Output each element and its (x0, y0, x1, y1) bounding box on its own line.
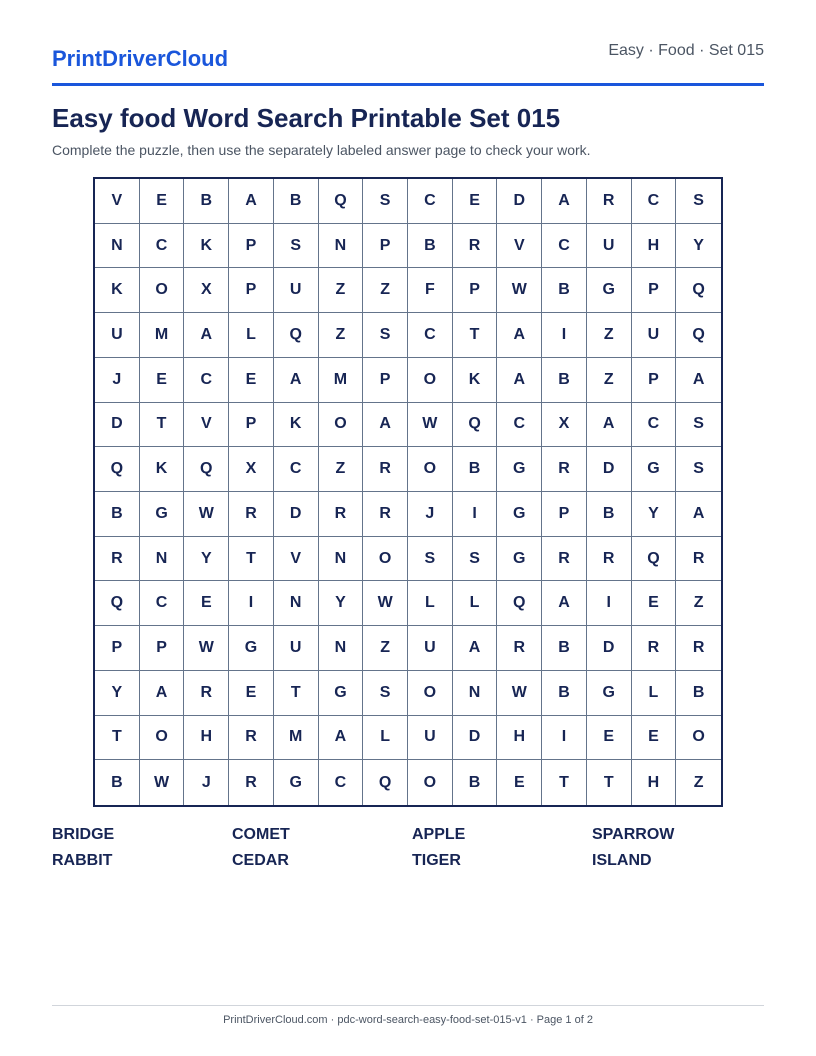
grid-cell: D (497, 179, 542, 224)
word-list-item: APPLE (412, 826, 466, 843)
grid-cell: Y (184, 537, 229, 582)
grid-cell: B (95, 492, 140, 537)
grid-cell: D (587, 626, 632, 671)
grid-cell: E (453, 179, 498, 224)
word-list-item: COMET (232, 826, 290, 843)
grid-cell: Q (274, 313, 319, 358)
grid-cell: I (229, 581, 274, 626)
grid-cell: H (632, 760, 677, 805)
grid-cell: G (140, 492, 185, 537)
grid-cell: A (184, 313, 229, 358)
grid-cell: R (453, 224, 498, 269)
grid-cell: Y (676, 224, 721, 269)
grid-cell: S (676, 447, 721, 492)
grid-cell: B (542, 671, 587, 716)
grid-cell: C (140, 581, 185, 626)
grid-cell: T (453, 313, 498, 358)
grid-cell: Y (95, 671, 140, 716)
grid-cell: U (274, 268, 319, 313)
word-list (52, 826, 772, 870)
grid-cell: Q (95, 447, 140, 492)
grid-cell: P (229, 268, 274, 313)
grid-cell: M (140, 313, 185, 358)
grid-cell: R (363, 447, 408, 492)
grid-cell: X (229, 447, 274, 492)
grid-cell: H (632, 224, 677, 269)
grid-cell: Q (363, 760, 408, 805)
grid-cell: R (676, 626, 721, 671)
word-list-item: CEDAR (232, 852, 289, 869)
grid-cell: D (453, 716, 498, 761)
grid-cell: P (363, 224, 408, 269)
grid-cell: F (408, 268, 453, 313)
grid-cell: W (497, 671, 542, 716)
grid-cell: T (274, 671, 319, 716)
grid-cell: Q (497, 581, 542, 626)
grid-cell: O (363, 537, 408, 582)
grid-cell: V (497, 224, 542, 269)
grid-cell: I (542, 313, 587, 358)
grid-cell: Q (453, 403, 498, 448)
grid-cell: W (497, 268, 542, 313)
grid-cell: A (676, 492, 721, 537)
grid-cell: A (319, 716, 364, 761)
grid-cell: E (632, 716, 677, 761)
grid-cell: A (140, 671, 185, 716)
grid-cell: N (319, 224, 364, 269)
grid-cell: Z (319, 447, 364, 492)
grid-cell: B (453, 760, 498, 805)
grid-cell: O (140, 268, 185, 313)
grid-cell: P (140, 626, 185, 671)
grid-cell: S (363, 313, 408, 358)
grid-cell: R (229, 492, 274, 537)
grid-cell: E (229, 358, 274, 403)
grid-cell: E (140, 179, 185, 224)
grid-cell: P (632, 358, 677, 403)
grid-cell: X (184, 268, 229, 313)
grid-cell: O (408, 358, 453, 403)
grid-cell: A (676, 358, 721, 403)
grid-cell: A (274, 358, 319, 403)
grid-cell: C (140, 224, 185, 269)
grid-cell: I (587, 581, 632, 626)
grid-cell: P (453, 268, 498, 313)
grid-cell: S (363, 671, 408, 716)
grid-cell: A (542, 581, 587, 626)
grid-cell: W (184, 492, 229, 537)
grid-cell: R (184, 671, 229, 716)
grid-cell: C (408, 179, 453, 224)
grid-cell: C (184, 358, 229, 403)
grid-cell: Y (319, 581, 364, 626)
grid-cell: P (229, 403, 274, 448)
grid-cell: R (587, 179, 632, 224)
grid-cell: R (542, 447, 587, 492)
grid-cell: Q (632, 537, 677, 582)
grid-cell: B (184, 179, 229, 224)
grid-cell: H (497, 716, 542, 761)
header-divider (52, 83, 764, 86)
grid-cell: U (408, 626, 453, 671)
grid-cell: N (319, 537, 364, 582)
grid-cell: Z (319, 268, 364, 313)
grid-cell: M (319, 358, 364, 403)
grid-cell: B (95, 760, 140, 805)
grid-cell: J (408, 492, 453, 537)
grid-cell: Q (676, 313, 721, 358)
grid-cell: U (587, 224, 632, 269)
grid-cell: L (453, 581, 498, 626)
grid-cell: B (587, 492, 632, 537)
grid-cell: G (274, 760, 319, 805)
grid-cell: P (632, 268, 677, 313)
grid-cell: W (184, 626, 229, 671)
grid-cell: M (274, 716, 319, 761)
grid-cell: R (542, 537, 587, 582)
grid-cell: T (95, 716, 140, 761)
grid-cell: T (542, 760, 587, 805)
grid-cell: R (363, 492, 408, 537)
grid-cell: S (408, 537, 453, 582)
grid-cell: S (676, 179, 721, 224)
grid-cell: A (587, 403, 632, 448)
grid-cell: R (229, 716, 274, 761)
grid-cell: N (274, 581, 319, 626)
grid-cell: R (587, 537, 632, 582)
grid-cell: E (497, 760, 542, 805)
grid-cell: E (229, 671, 274, 716)
grid-cell: O (319, 403, 364, 448)
grid-cell: A (453, 626, 498, 671)
word-list-item: SPARROW (592, 826, 675, 843)
grid-cell: B (274, 179, 319, 224)
grid-cell: N (453, 671, 498, 716)
grid-cell: Z (587, 358, 632, 403)
grid-cell: I (453, 492, 498, 537)
grid-cell: V (274, 537, 319, 582)
grid-cell: Z (676, 581, 721, 626)
grid-cell: U (408, 716, 453, 761)
grid-cell: W (140, 760, 185, 805)
grid-cell: C (632, 179, 677, 224)
word-list-item: TIGER (412, 852, 461, 869)
grid-cell: N (140, 537, 185, 582)
grid-cell: D (95, 403, 140, 448)
grid-cell: X (542, 403, 587, 448)
grid-cell: W (408, 403, 453, 448)
grid-cell: R (632, 626, 677, 671)
grid-cell: L (363, 716, 408, 761)
grid-cell: R (229, 760, 274, 805)
grid-cell: E (184, 581, 229, 626)
grid-cell: G (587, 268, 632, 313)
grid-cell: R (319, 492, 364, 537)
grid-cell: T (229, 537, 274, 582)
grid-cell: B (453, 447, 498, 492)
grid-cell: N (95, 224, 140, 269)
footer-divider (52, 1005, 764, 1006)
grid-cell: R (676, 537, 721, 582)
grid-cell: C (632, 403, 677, 448)
page-footer: PrintDriverCloud.com · pdc-word-search-easy-food-set-015-v1 · Page 1 of 2 (223, 1014, 593, 1026)
grid-cell: R (95, 537, 140, 582)
grid-cell: O (676, 716, 721, 761)
grid-cell: Q (95, 581, 140, 626)
grid-cell: B (408, 224, 453, 269)
grid-cell: S (676, 403, 721, 448)
grid-cell: V (184, 403, 229, 448)
grid-cell: C (319, 760, 364, 805)
grid-cell: P (363, 358, 408, 403)
grid-cell: V (95, 179, 140, 224)
grid-cell: B (542, 268, 587, 313)
grid-cell: Z (693, 773, 704, 791)
grid-cell: S (363, 179, 408, 224)
grid-cell: K (95, 268, 140, 313)
grid-cell: Q (184, 447, 229, 492)
grid-cell: P (95, 626, 140, 671)
grid-cell: L (632, 671, 677, 716)
grid-cell: Z (363, 268, 408, 313)
word-list-item: RABBIT (52, 852, 113, 869)
brand-logo-text[interactable]: PrintDriverCloud (52, 46, 229, 71)
grid-cell: C (542, 224, 587, 269)
grid-cell: K (453, 358, 498, 403)
grid-cell: Y (632, 492, 677, 537)
grid-cell: A (497, 358, 542, 403)
grid-cell: U (632, 313, 677, 358)
page-title: Easy food Word Search Printable Set 015 (52, 103, 561, 133)
grid-cell: L (408, 581, 453, 626)
grid-cell: P (542, 492, 587, 537)
grid-cell: O (408, 760, 453, 805)
grid-cell: Z (587, 313, 632, 358)
word-search-grid (93, 177, 723, 807)
grid-cell: D (587, 447, 632, 492)
grid-cell: C (274, 447, 319, 492)
grid-cell: K (184, 224, 229, 269)
grid-cell: S (453, 537, 498, 582)
grid-cell: Q (676, 268, 721, 313)
grid-cell: Z (319, 313, 364, 358)
grid-cell: N (319, 626, 364, 671)
grid-cell: G (229, 626, 274, 671)
grid-cell: U (274, 626, 319, 671)
grid-cell: B (676, 671, 721, 716)
grid-cell: A (363, 403, 408, 448)
grid-cell: A (497, 313, 542, 358)
grid-cell: A (229, 179, 274, 224)
word-list-item: ISLAND (592, 852, 652, 869)
grid-cell: O (408, 671, 453, 716)
page-header (52, 40, 764, 86)
grid-cell: G (497, 447, 542, 492)
grid-cell: A (542, 179, 587, 224)
grid-cell: B (542, 358, 587, 403)
grid-cell: C (497, 403, 542, 448)
grid-cell: G (319, 671, 364, 716)
grid-cell: L (229, 313, 274, 358)
grid-cell: E (632, 581, 677, 626)
grid-cell: W (363, 581, 408, 626)
grid-cell: G (497, 492, 542, 537)
grid-cell: T (140, 403, 185, 448)
puzzle-meta: Easy · Food · Set 015 (608, 42, 764, 59)
grid-cell: Z (363, 626, 408, 671)
grid-cell: J (95, 358, 140, 403)
grid-cell: U (95, 313, 140, 358)
grid-cell: B (542, 626, 587, 671)
grid-cell: D (274, 492, 319, 537)
grid-cell: K (140, 447, 185, 492)
grid-cell: K (274, 403, 319, 448)
grid-cell: E (140, 358, 185, 403)
grid-cell: H (184, 716, 229, 761)
grid-cell: T (587, 760, 632, 805)
grid-cell: S (274, 224, 319, 269)
grid-cell: G (587, 671, 632, 716)
grid-cell: E (587, 716, 632, 761)
grid-cell: G (632, 447, 677, 492)
grid-cell: O (140, 716, 185, 761)
grid-cell: I (542, 716, 587, 761)
grid-cell: C (408, 313, 453, 358)
grid-cell: R (497, 626, 542, 671)
grid-cell: O (408, 447, 453, 492)
grid-cell: G (497, 537, 542, 582)
grid-cell: J (184, 760, 229, 805)
grid-cell: P (229, 224, 274, 269)
page-subtitle: Complete the puzzle, then use the separately labeled answer page to check your work. (52, 142, 591, 158)
word-list-item: BRIDGE (52, 826, 115, 843)
grid-cell: Q (319, 179, 364, 224)
